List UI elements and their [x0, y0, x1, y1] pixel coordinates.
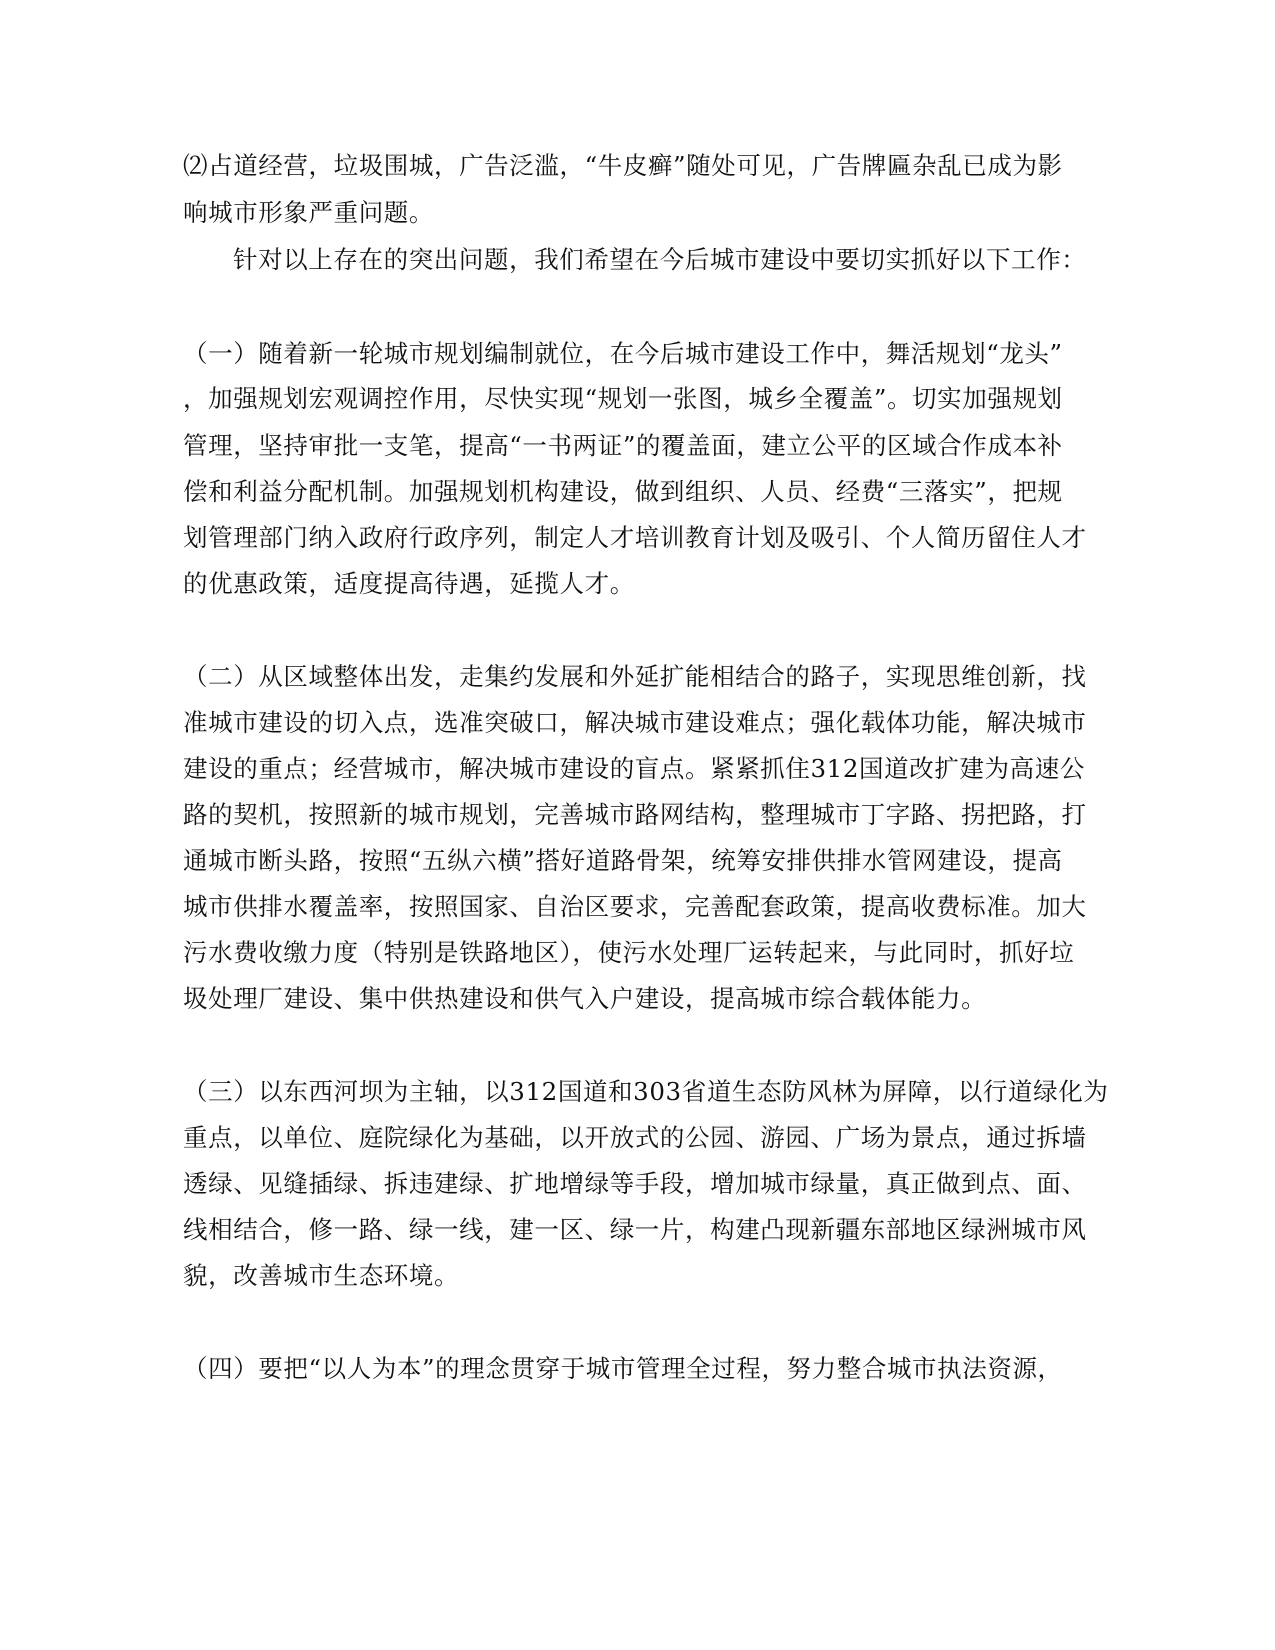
text-line: 圾处理厂建设、集中供热建设和供气入户建设，提高城市综合载体能力。: [183, 984, 987, 1013]
text-line: （三）以东西河坝为主轴，以312国道和303省道生态防风林为屏障，以行道绿化为: [183, 1077, 1109, 1106]
text-line: 通城市断头路，按照“五纵六横”搭好道路骨架，统筹安排供排水管网建设，提高: [183, 846, 1063, 875]
text-line: ⑵占道经营，垃圾围城，广告泛滥，“牛皮癣”随处可见，广告牌匾杂乱已成为影: [183, 151, 1063, 180]
text-line: 管理，坚持审批一支笔，提高“一书两证”的覆盖面，建立公平的区域合作成本补: [183, 431, 1063, 460]
text-line: ，加强规划宏观调控作用，尽快实现“规划一张图，城乡全覆盖”。切实加强规划: [183, 384, 1063, 413]
text-line: 偿和利益分配机制。加强规划机构建设，做到组织、人员、经费“三落实”，把规: [183, 477, 1063, 506]
text-line: 响城市形象严重问题。: [183, 198, 434, 227]
text-line: 的优惠政策，适度提高待遇，延揽人才。: [183, 569, 635, 598]
text-line: 划管理部门纳入政府行政序列，制定人才培训教育计划及吸引、个人简历留住人才: [183, 523, 1087, 552]
text-line: 污水费收缴力度（特别是铁路地区），使污水处理厂运转起来，与此同时，抓好垃: [183, 938, 1075, 967]
text-line: 城市供排水覆盖率，按照国家、自治区要求，完善配套政策，提高收费标准。加大: [183, 892, 1087, 921]
text-line: 貌，改善城市生态环境。: [183, 1261, 460, 1290]
text-line: （二）从区域整体出发，走集约发展和外延扩能相结合的路子，实现思维创新，找: [183, 662, 1087, 691]
text-line: 针对以上存在的突出问题，我们希望在今后城市建设中要切实抓好以下工作：: [233, 245, 1087, 274]
text-line: （四）要把“以人为本”的理念贯穿于城市管理全过程，努力整合城市执法资源，: [183, 1354, 1063, 1383]
text-line: （一）随着新一轮城市规划编制就位，在今后城市建设工作中，舞活规划“龙头”: [183, 339, 1063, 368]
text-line: 路的契机，按照新的城市规划，完善城市路网结构，整理城市丁字路、拐把路，打: [183, 800, 1087, 829]
text-line: 准城市建设的切入点，选准突破口，解决城市建设难点；强化载体功能，解决城市: [183, 708, 1087, 737]
text-line: 透绿、见缝插绿、拆违建绿、扩地增绿等手段，增加城市绿量，真正做到点、面、: [183, 1169, 1087, 1198]
text-line: 线相结合，修一路、绿一线，建一区、绿一片，构建凸现新疆东部地区绿洲城市风: [183, 1215, 1087, 1244]
text-line: 重点，以单位、庭院绿化为基础，以开放式的公园、游园、广场为景点，通过拆墙: [183, 1123, 1087, 1152]
text-line: 建设的重点；经营城市，解决城市建设的盲点。紧紧抓住312国道改扩建为高速公: [183, 754, 1085, 783]
